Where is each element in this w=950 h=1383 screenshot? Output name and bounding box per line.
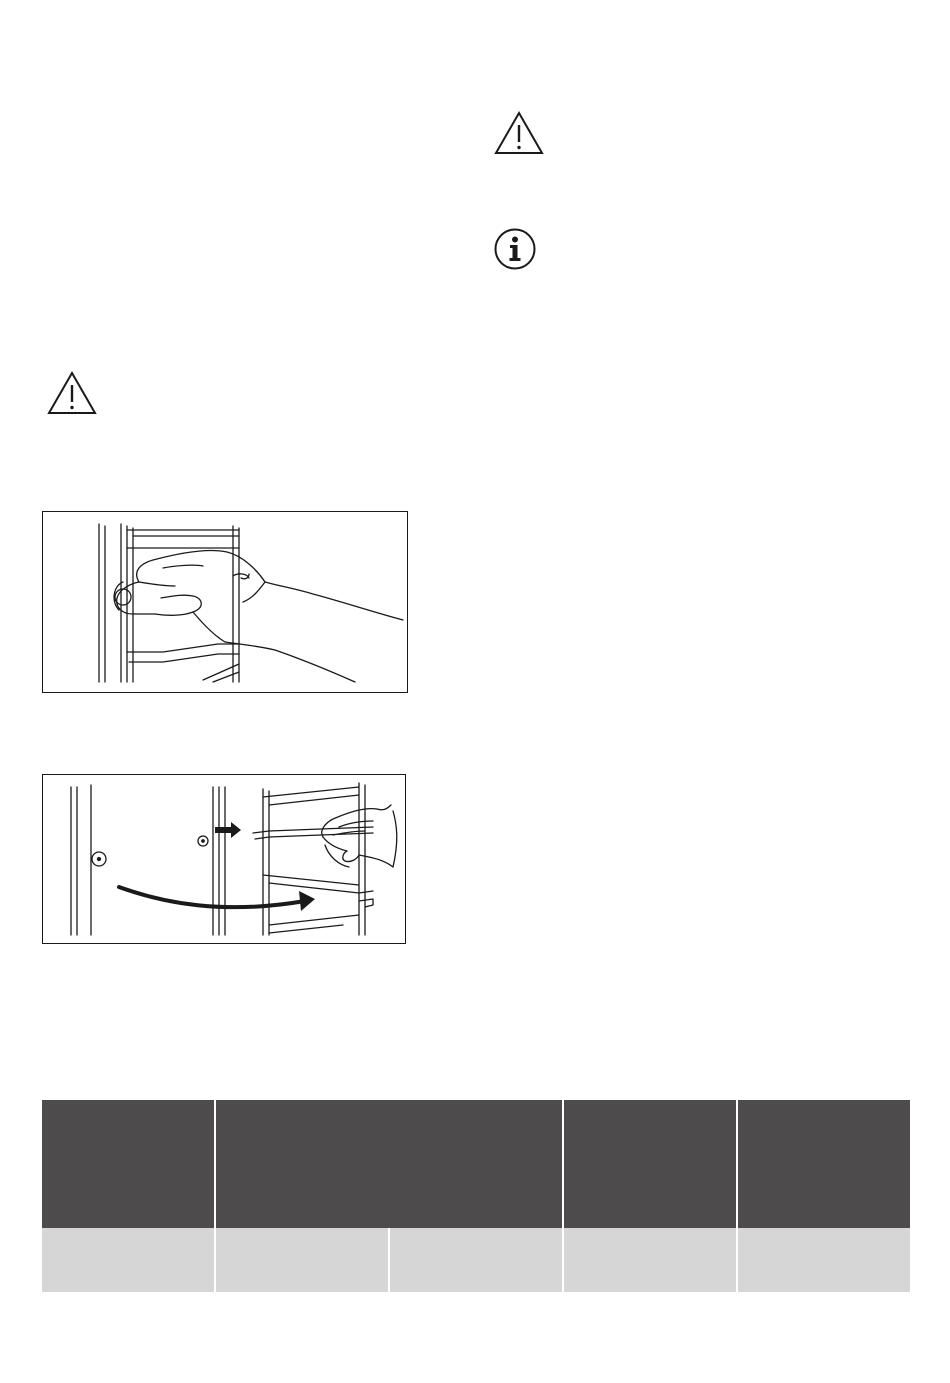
table-header-cell	[564, 1100, 736, 1228]
table-cell	[738, 1228, 910, 1292]
table-cell	[216, 1228, 388, 1292]
table-cell	[42, 1228, 214, 1292]
table-header-subcell	[390, 1100, 562, 1228]
table-header-group	[216, 1100, 562, 1228]
table-header-subcell	[216, 1100, 388, 1228]
spec-table	[42, 1100, 908, 1292]
illustration-remove-shelf-support	[42, 511, 408, 693]
table-header-divider	[214, 1140, 216, 1292]
table-cell	[564, 1228, 736, 1292]
warning-icon	[46, 370, 98, 416]
table-header-cell	[738, 1100, 910, 1228]
warning-icon	[493, 110, 545, 156]
illustration-install-shelf-support	[42, 774, 406, 944]
table-header-cell	[42, 1100, 214, 1228]
info-icon	[493, 227, 537, 271]
table-cell	[390, 1228, 562, 1292]
